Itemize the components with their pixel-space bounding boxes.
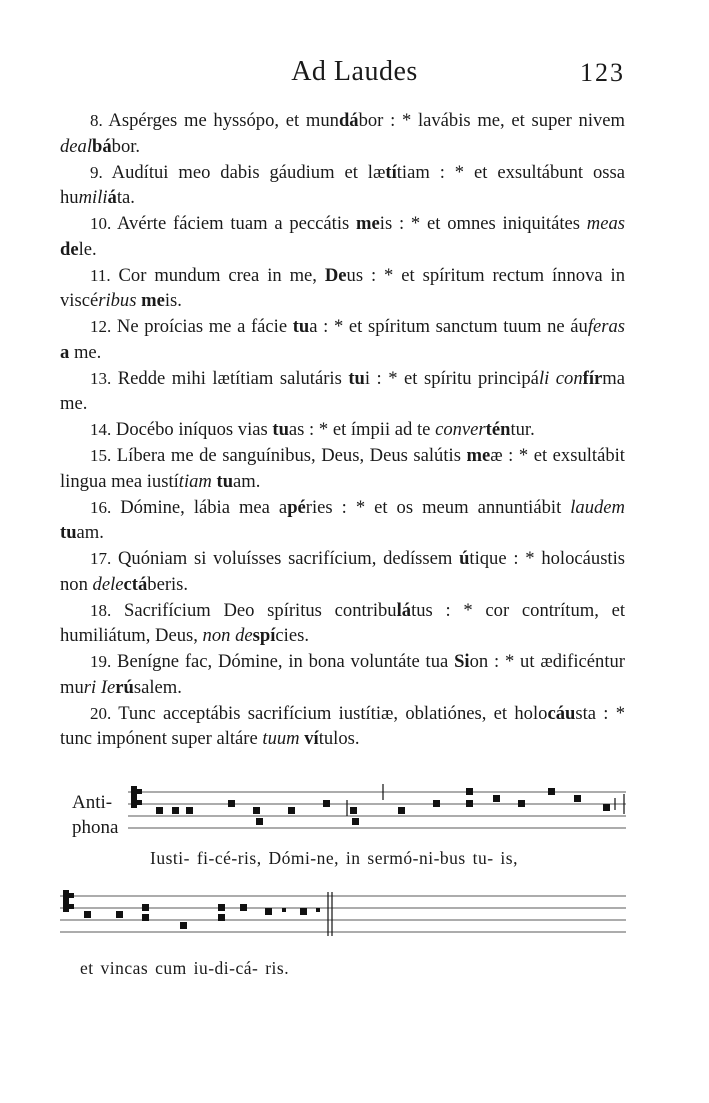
verse-text: Tunc acceptábis sacrifícium iustítiæ, oblatiónes, et holo (111, 702, 548, 724)
psalm-verse (60, 649, 625, 700)
chant-staff-2 (60, 884, 628, 946)
verse-text: tu (216, 470, 234, 492)
verse-text: sta : * tunc impónent super altáre (60, 702, 625, 749)
verse-text: Quóniam si voluísses sacrifícium, dedíssem (111, 548, 460, 569)
verse-text: de (235, 625, 253, 646)
verse-text: a : * et spíritum sanctum tuum ne áu (309, 316, 588, 337)
psalm-verses (60, 108, 625, 752)
verse-text: us : * et spíritum rectum ínnova in viscé (60, 264, 625, 311)
psalm-verse (60, 108, 625, 159)
antiphon-lyrics-1: Iusti- fi-cé-ris, Dómi-ne, in sermó-ni-bus tu- is, (150, 848, 518, 868)
verse-text: fír (582, 367, 603, 389)
verse-text: am. (233, 470, 261, 492)
verse-text: Si (454, 651, 470, 672)
verse-text: lá (396, 599, 412, 621)
verse-number: 19. (90, 652, 112, 671)
psalm-verse (60, 546, 625, 597)
chant-staff-1 (128, 780, 628, 842)
verse-text: laudem (570, 496, 625, 518)
verse-number: 12. (90, 317, 112, 336)
psalm-verse (60, 417, 625, 443)
psalm-verse (60, 263, 625, 314)
verse-text: ta. (116, 187, 135, 208)
verse-text: on : * ut ædificéntur mu (60, 651, 625, 698)
verse-text: bor : * lavábis me, et super nivem (358, 110, 625, 131)
verse-text: tur. (510, 419, 535, 440)
verse-text: Líbera me de sanguínibus, Deus, Deus salútis (111, 445, 467, 466)
verse-number: 16. (90, 497, 112, 517)
verse-text: Avérte fáciem tuam a peccátis (111, 213, 357, 234)
verse-text: Dómine, lábia mea a (111, 496, 288, 518)
verse-text: rú (115, 676, 134, 698)
verse-text: ví (304, 728, 319, 749)
verse-text: Docébo iníquos vias (111, 419, 273, 440)
verse-text: ries : * et os meum annuntiábit (305, 496, 571, 518)
verse-text: a (60, 341, 70, 363)
verse-text: salem. (133, 676, 182, 698)
verse-text: ri (83, 676, 97, 698)
verse-text: á (107, 187, 117, 208)
verse-text: æ : * et exsultábit lingua mea iustí (60, 445, 625, 492)
psalm-verse (60, 211, 625, 262)
verse-text: Audítui meo dabis gáudium et læ (102, 161, 386, 183)
verse-text: Ie (100, 676, 116, 698)
verse-text: tique : * holocáustis non (60, 548, 625, 595)
verse-text: De (324, 264, 347, 286)
verse-text: bor. (111, 135, 141, 157)
verse-text: Cor mundum crea in me, (110, 264, 325, 286)
verse-text: me. (69, 341, 102, 363)
verse-text: tu (292, 316, 310, 337)
psalm-verse (60, 701, 625, 752)
verse-text: Aspérges me hyssópo, et mun (102, 110, 339, 131)
verse-text: me (141, 290, 165, 311)
verse-number: 9. (90, 162, 103, 182)
verse-text: le. (78, 238, 97, 260)
verse-text: ma me. (60, 367, 625, 414)
psalm-verse (60, 314, 625, 365)
verse-number: 20. (90, 703, 112, 723)
verse-text: am. (76, 522, 104, 543)
verse-text: meas (586, 213, 625, 234)
page-number: 123 (580, 58, 625, 87)
verse-text: tuum (262, 728, 300, 749)
verse-text: Ne proícias me a fácie (111, 316, 293, 337)
page-header (0, 56, 709, 92)
neume-notation-1 (128, 780, 628, 842)
verse-text: Benígne fac, Dómine, in bona voluntáte tua (111, 651, 455, 672)
antiphon-label-line2: phona (72, 817, 119, 838)
verse-text: cáu (547, 702, 576, 724)
verse-text: is. (164, 290, 182, 311)
verse-text: li (538, 367, 550, 389)
verse-number: 14. (90, 420, 112, 439)
verse-number: 8. (90, 111, 103, 130)
verse-text: ú (459, 548, 470, 569)
psalm-verse (60, 495, 625, 546)
verse-text: tus : * cor contrítum, et humiliátum, Deus, (60, 599, 625, 646)
verse-text: me (466, 445, 491, 466)
verse-text: tiam (178, 470, 212, 492)
verse-text: con (555, 367, 583, 389)
verse-text: spí (252, 625, 276, 646)
verse-number: 17. (90, 549, 112, 568)
verse-text: dá (338, 110, 359, 131)
psalm-verse (60, 443, 625, 494)
verse-text: Redde mihi lætítiam salutáris (111, 367, 349, 389)
verse-text: me (356, 213, 380, 234)
verse-text: deal (60, 135, 93, 157)
verse-number: 11. (90, 265, 111, 285)
verse-text: tu (348, 367, 365, 389)
verse-text: feras (587, 316, 626, 337)
verse-text: non (202, 625, 231, 646)
verse-number: 15. (90, 446, 112, 465)
verse-text: conver (435, 419, 486, 440)
verse-text: ctá (123, 573, 148, 595)
verse-text: beris. (147, 573, 189, 595)
verse-text: mili (78, 187, 108, 208)
psalm-verse (60, 366, 625, 417)
verse-text: tu (272, 419, 289, 440)
verse-text: as : * et ímpii ad te (288, 419, 436, 440)
verse-text: tí (385, 161, 397, 183)
verse-number: 13. (90, 368, 112, 388)
verse-text: Sacrifícium Deo spíritus contribu (111, 599, 397, 621)
verse-text: cies. (275, 625, 309, 646)
verse-text: bá (92, 135, 112, 157)
verse-text: ribus (98, 290, 137, 311)
verse-text: pé (287, 496, 306, 518)
neume-notation-2 (60, 884, 628, 946)
antiphon-label-line1: Anti- (72, 792, 113, 813)
verse-text: tu (60, 522, 77, 543)
verse-text: i : * et spíritu principá (364, 367, 539, 389)
psalm-verse (60, 598, 625, 649)
verse-number: 18. (90, 600, 112, 620)
antiphon-label (72, 790, 118, 840)
antiphon-lyrics-2: et vincas cum iu-di-cá- ris. (80, 958, 290, 978)
verse-text: is : * et omnes iniquitátes (379, 213, 587, 234)
page-title: Ad Laudes (291, 56, 418, 87)
verse-text: de (60, 238, 79, 260)
psalm-verse (60, 160, 625, 211)
verse-text: tiam : * et exsultábunt ossa hu (60, 161, 626, 208)
verse-text: dele (92, 573, 124, 595)
verse-text: tulos. (318, 728, 360, 749)
verse-text: tén (485, 419, 511, 440)
verse-number: 10. (90, 214, 112, 233)
